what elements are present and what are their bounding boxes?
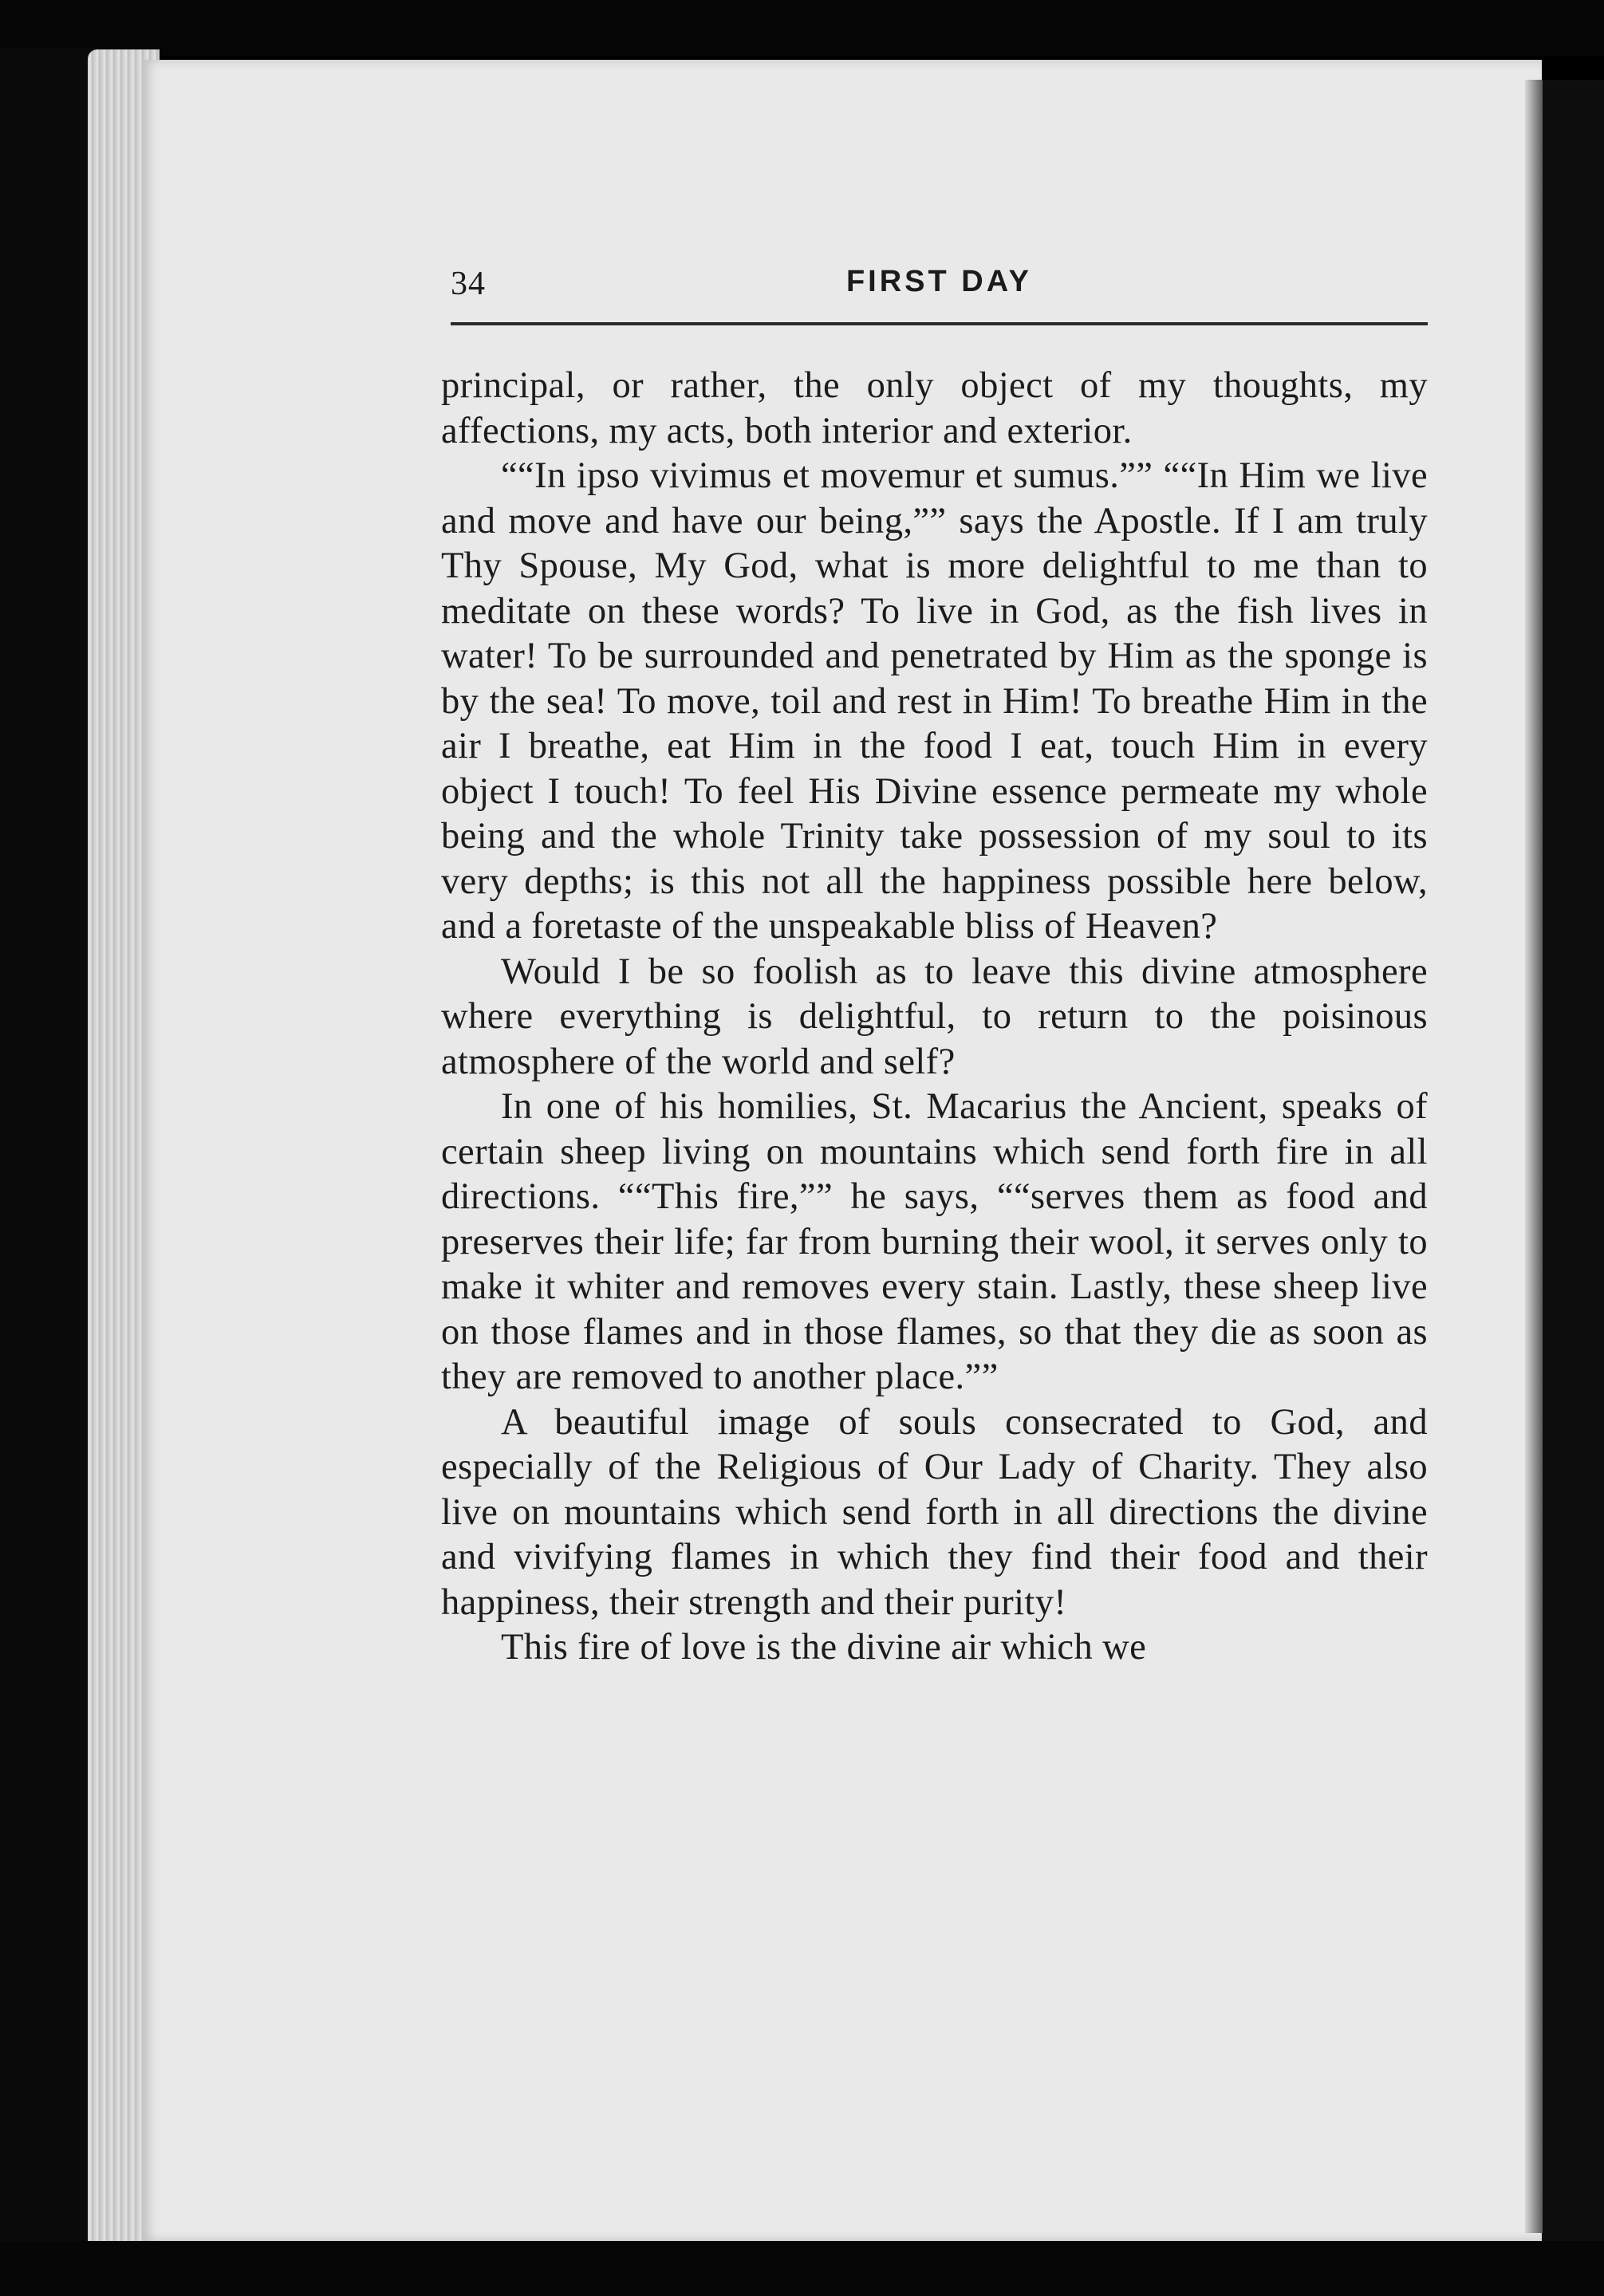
header-rule [451, 322, 1428, 325]
paragraph: ““In ipso vivimus et movemur et sumus.”” ““In Him we live and move and have our being,”” says the Apostle. If I am truly Thy Spouse, My God, what is more delightful to me than to meditate on these words? To live in God, as the fish lives in water! To be surrounded and penetrated by Him as the sponge is by the sea! To move, toil and rest in Him! To breathe Him in the air I breathe, eat Him in the food I eat, touch Him in every object I touch! To feel His Divine essence permeate my whole being and the whole Trinity take possession of my soul to its very depths; is this not all the happiness possible here below, and a foretaste of the unspeakable bliss of Heaven? [441, 455, 1428, 947]
paragraph: principal, or rather, the only object of my thoughts, my affections, my acts, both interior and exterior. [441, 365, 1428, 451]
page-gutter-shadow [1525, 80, 1543, 2233]
scan-top-border [0, 0, 1604, 56]
paragraph: Would I be so foolish as to leave this divine atmosphere where everything is delightful, to return to the poisinous atmosphere of the world and self? [441, 951, 1428, 1082]
page-header [451, 263, 1428, 311]
running-head: FIRST DAY [845, 265, 1033, 298]
paragraph: In one of his homilies, St. Macarius the Ancient, speaks of certain sheep living on mountains which send forth fire in all directions. ““This fire,”” he says, ““serves them as food and preserves their life; far from burning their wool, it serves only to make it whiter and removes every stain. Lastly, these sheep live on those flames and in those flames, so that they die as soon as they are removed to another place.”” [441, 1086, 1428, 1397]
paragraph: This fire of love is the divine air which we [501, 1627, 1147, 1668]
paragraph: A beautiful image of souls consecrated to God, and especially of the Religious of Our Lady of Charity. They also live on mountains which send forth in all directions the divine and vivifying flames in which they find their food and their happiness, their strength and their purity! [441, 1401, 1428, 1623]
body-text [441, 364, 1428, 1671]
scan-bottom-border [0, 2241, 1604, 2296]
scan-right-border [1543, 80, 1604, 2296]
scan-left-border [0, 48, 100, 2296]
page-number: 34 [451, 266, 486, 302]
